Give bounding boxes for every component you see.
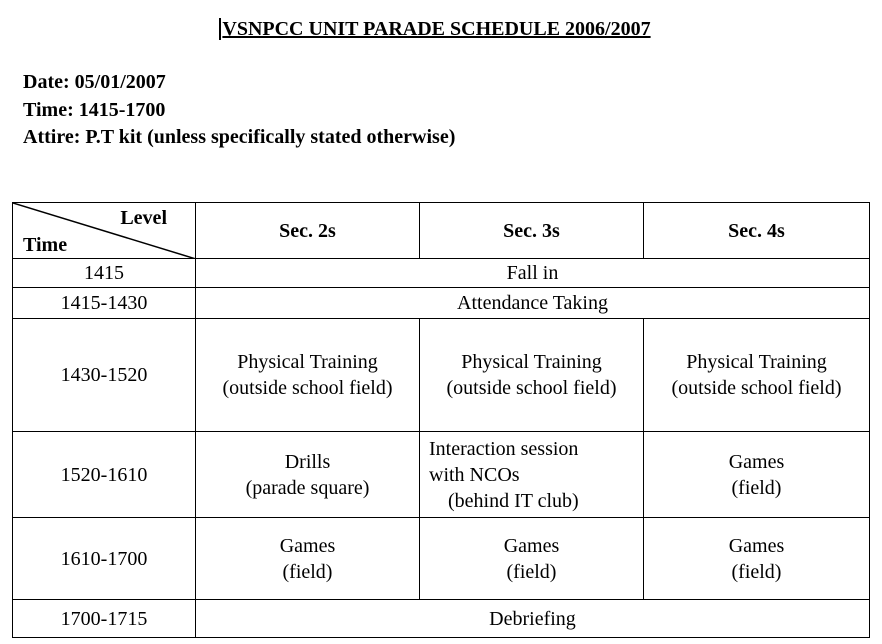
span-cell: Debriefing <box>196 600 870 638</box>
activity-cell <box>644 319 870 432</box>
activity-line: Games <box>279 534 336 557</box>
table-row <box>13 259 870 288</box>
activity-line: (outside school field) <box>446 377 617 399</box>
corner-level-label: Level <box>120 207 167 229</box>
date-line: Date: 05/01/2007 <box>23 71 166 93</box>
page-title-text: VSNPCC UNIT PARADE SCHEDULE 2006/2007 <box>219 18 650 40</box>
activity-cell <box>196 432 420 518</box>
activity-cell <box>420 432 644 518</box>
table-row <box>13 288 870 319</box>
activity-line: (field) <box>506 560 557 583</box>
span-cell: Fall in <box>196 259 870 288</box>
activity-line: Games <box>503 534 560 557</box>
header-sec3: Sec. 3s <box>420 203 644 259</box>
corner-cell <box>13 203 196 259</box>
time-cell: 1520-1610 <box>13 432 196 518</box>
activity-line: Physical Training <box>686 351 827 373</box>
activity-cell <box>196 319 420 432</box>
activity-line: (outside school field) <box>222 377 393 399</box>
activity-line: (field) <box>731 560 782 583</box>
time-cell: 1610-1700 <box>13 518 196 600</box>
table-row <box>13 518 870 600</box>
page-title <box>0 16 870 42</box>
activity-line: (field) <box>282 560 333 583</box>
activity-line: Physical Training <box>237 351 378 373</box>
table-row <box>13 319 870 432</box>
activity-line: with NCOs <box>429 463 520 486</box>
activity-cell <box>644 432 870 518</box>
time-cell: 1415-1430 <box>13 288 196 319</box>
activity-cell <box>420 518 644 600</box>
activity-line: (field) <box>731 476 782 499</box>
time-line: Time: 1415-1700 <box>23 99 166 121</box>
table-row <box>13 600 870 638</box>
span-cell: Attendance Taking <box>196 288 870 319</box>
table-row <box>13 432 870 518</box>
activity-cell <box>196 518 420 600</box>
activity-line: (outside school field) <box>671 377 842 399</box>
activity-line: Interaction session <box>429 437 579 460</box>
time-cell: 1430-1520 <box>13 319 196 432</box>
activity-line: Physical Training <box>461 351 602 373</box>
header-sec2: Sec. 2s <box>196 203 420 259</box>
attire-line: Attire: P.T kit (unless specifically stated otherwise) <box>23 126 456 148</box>
activity-line: Games <box>728 450 785 473</box>
activity-line: Drills <box>284 450 331 473</box>
time-cell: 1415 <box>13 259 196 288</box>
schedule-table <box>12 202 870 638</box>
activity-line: (behind IT club) <box>448 489 579 512</box>
header-row <box>13 203 870 259</box>
activity-line: (parade square) <box>245 476 370 499</box>
activity-line: Games <box>728 534 785 557</box>
activity-cell <box>644 518 870 600</box>
header-sec4: Sec. 4s <box>644 203 870 259</box>
activity-cell <box>420 319 644 432</box>
time-cell: 1700-1715 <box>13 600 196 638</box>
corner-time-label: Time <box>23 234 68 256</box>
